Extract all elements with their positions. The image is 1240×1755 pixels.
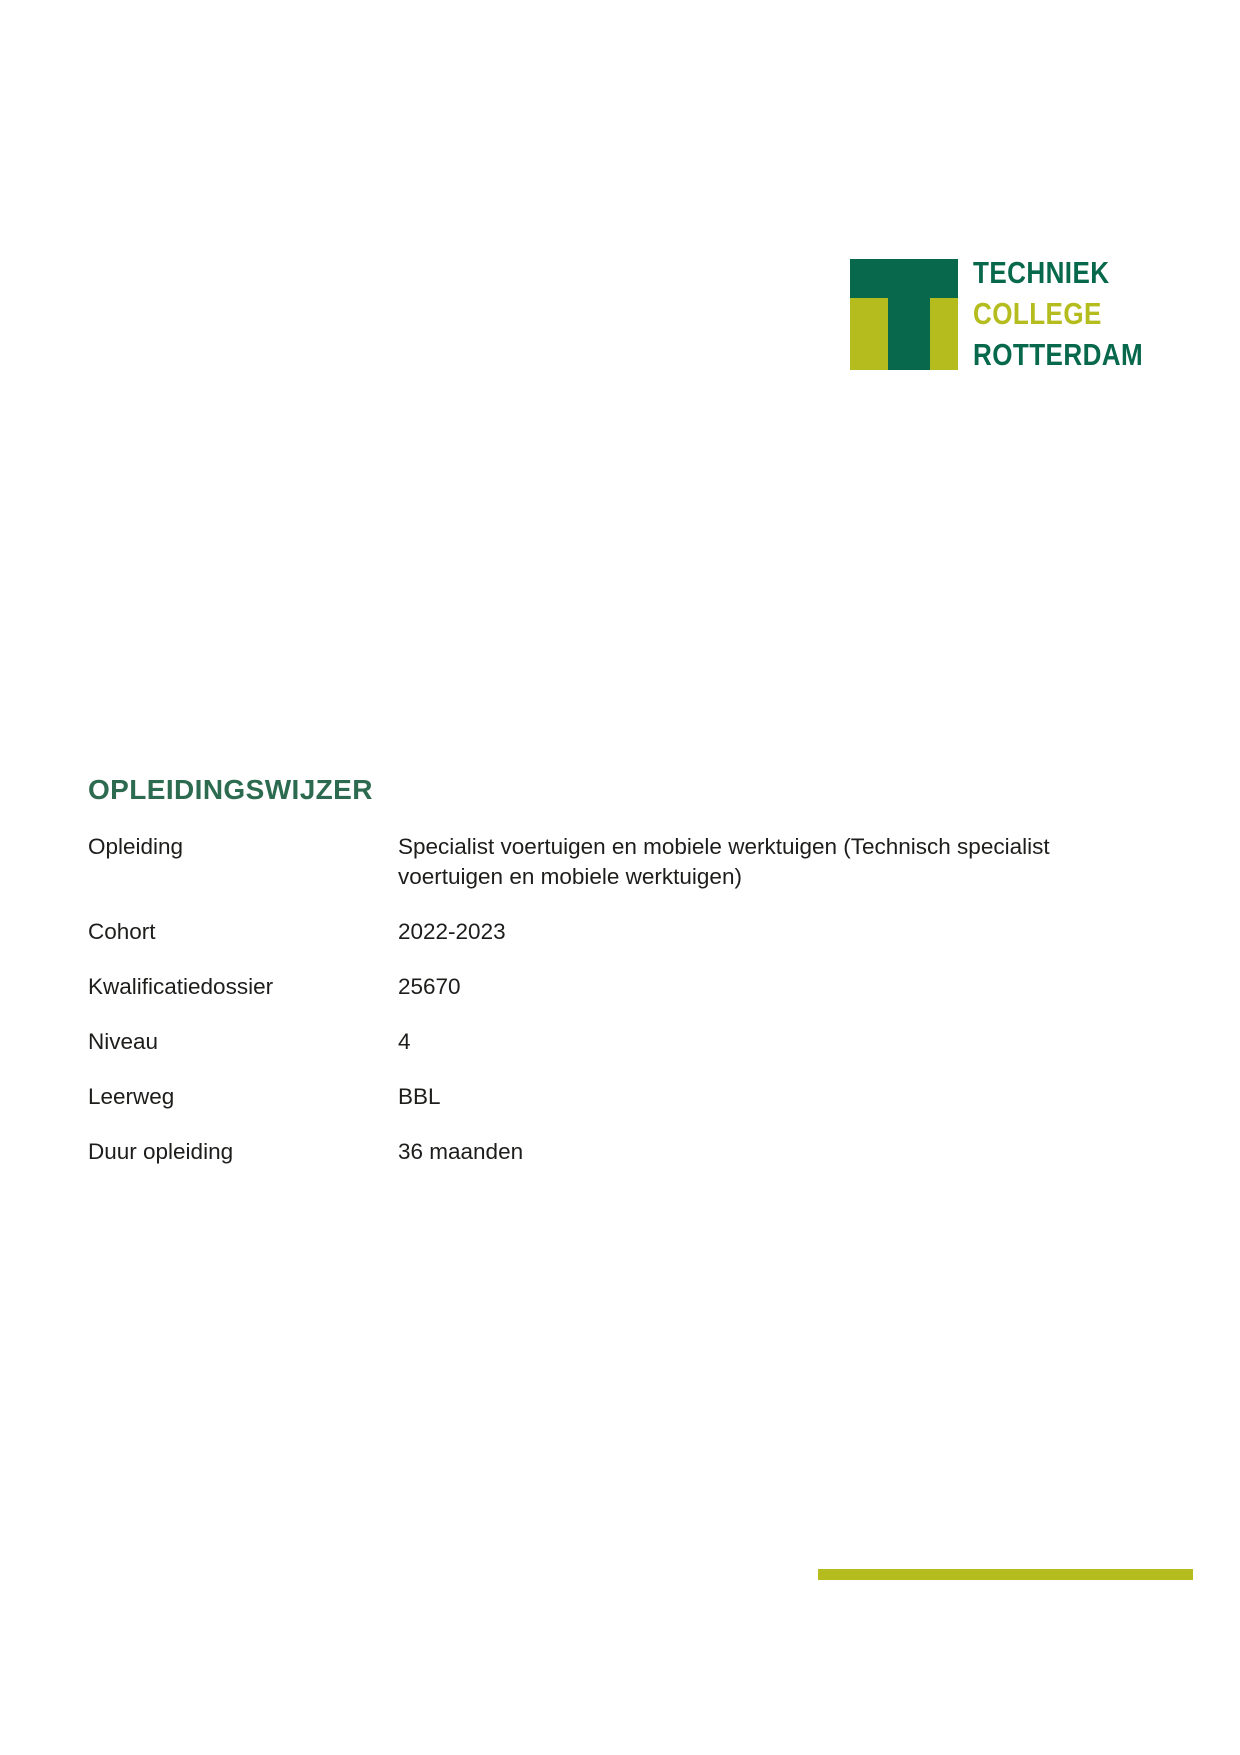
fields-table xyxy=(88,832,1148,1192)
field-row-opleiding xyxy=(88,832,1148,892)
field-label: Opleiding xyxy=(88,834,184,859)
logo-line-techniek: TECHNIEK xyxy=(973,255,1110,290)
logo-wordmark xyxy=(973,252,1143,375)
footer-accent-bar xyxy=(818,1569,1193,1580)
field-value: 2022-2023 xyxy=(398,919,506,944)
logo-line-college: COLLEGE xyxy=(973,296,1102,331)
field-row-kwalificatiedossier xyxy=(88,972,1148,1002)
field-value: 4 xyxy=(398,1029,411,1054)
field-label: Leerweg xyxy=(88,1084,175,1109)
field-value: Specialist voertuigen en mobiele werktuigen (Technisch specialist voertuigen en mobiele werktuigen) xyxy=(398,834,1050,889)
page-title: OPLEIDINGSWIJZER xyxy=(88,774,373,805)
field-row-niveau xyxy=(88,1027,1148,1057)
logo-t-stem xyxy=(888,298,930,370)
logo-line-rotterdam: ROTTERDAM xyxy=(973,337,1144,372)
field-value: 36 maanden xyxy=(398,1139,524,1164)
field-value: BBL xyxy=(398,1084,441,1109)
field-row-leerweg xyxy=(88,1082,1148,1112)
field-row-duur-opleiding xyxy=(88,1137,1148,1167)
field-label: Duur opleiding xyxy=(88,1139,234,1164)
logo xyxy=(850,255,1176,375)
field-value: 25670 xyxy=(398,974,461,999)
logo-olive-right-block xyxy=(930,298,958,370)
field-label: Kwalificatiedossier xyxy=(88,974,274,999)
field-label: Niveau xyxy=(88,1029,159,1054)
logo-olive-left-block xyxy=(850,298,888,370)
field-label: Cohort xyxy=(88,919,156,944)
field-row-cohort xyxy=(88,917,1148,947)
logo-t-top-bar xyxy=(850,259,958,298)
logo-t-block-icon xyxy=(850,259,958,370)
